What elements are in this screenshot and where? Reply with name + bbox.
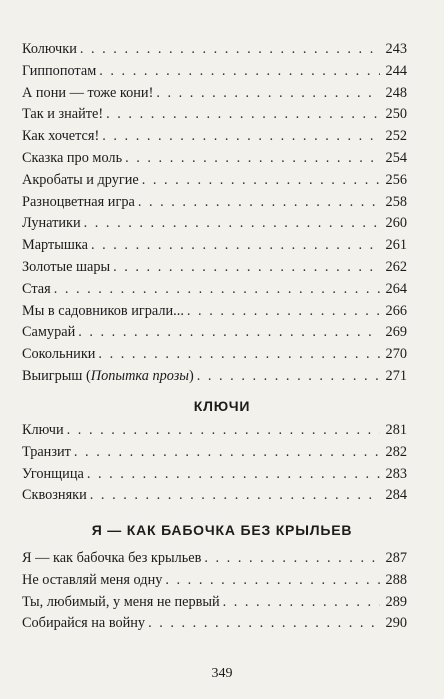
- toc-entry-page: 244: [385, 62, 407, 79]
- toc-entry-page: 250: [385, 106, 407, 123]
- toc-entry-title: Транзит: [22, 443, 71, 460]
- toc-entry-page: 288: [385, 571, 407, 588]
- toc-entry-title: Собирайся на войну: [22, 615, 146, 632]
- leader-dots: [90, 485, 380, 507]
- toc-entry-page: 289: [385, 593, 407, 610]
- toc-entry-title: Ты, любимый, у меня не первый: [22, 593, 220, 610]
- toc-entry-title: Мартышка: [22, 237, 88, 254]
- page-number: 349: [211, 666, 233, 681]
- toc-entry: [22, 235, 407, 257]
- toc-entry: [22, 301, 407, 323]
- toc-entry: [22, 257, 407, 279]
- toc-entry-page: 248: [385, 84, 407, 101]
- toc-entry-title: [22, 366, 194, 388]
- toc-entry-title: Сквозняки: [22, 487, 87, 504]
- toc-entry-title: Ключи: [22, 422, 64, 438]
- toc-entry-title: Как хочется!: [22, 128, 100, 145]
- toc-entry-subtitle: Попытка прозы: [90, 367, 189, 384]
- toc-entry-page: 284: [385, 487, 407, 504]
- toc-entry-title: Разноцветная игра: [22, 193, 135, 210]
- toc-entry-title: Мы в садовников играли...: [22, 302, 184, 319]
- toc-entry: [22, 485, 407, 507]
- toc-entry-page: 256: [385, 171, 407, 188]
- toc-entry: [22, 279, 407, 301]
- leader-dots: [84, 213, 380, 235]
- toc-entry: [22, 420, 407, 442]
- toc-entry-title: Лунатики: [22, 215, 81, 232]
- leader-dots: [223, 592, 380, 614]
- toc-entry: [22, 213, 407, 235]
- toc-entry: [22, 442, 407, 464]
- toc-entry: [22, 39, 407, 61]
- section-heading-keys: КЛЮЧИ: [193, 398, 251, 414]
- toc-entry-title: Так и знайте!: [22, 106, 104, 123]
- leader-dots: [78, 322, 380, 344]
- toc-entry-page: 282: [385, 443, 407, 460]
- leader-dots: [87, 464, 380, 486]
- toc-entry-page: 287: [385, 550, 407, 566]
- toc-entry: [22, 104, 407, 126]
- toc-entry: [22, 366, 407, 388]
- toc-list-keys: [22, 420, 407, 507]
- section-heading-butterfly: Я — КАК БАБОЧКА БЕЗ КРЫЛЬЕВ: [91, 522, 353, 538]
- toc-entry: [22, 344, 407, 366]
- toc-entry: [22, 570, 407, 592]
- toc-entry-page: 261: [385, 237, 407, 254]
- toc-entry-page: 262: [385, 258, 407, 275]
- toc-entry-title: Колючки: [22, 41, 77, 57]
- toc-entry-title: Стая: [22, 280, 51, 297]
- leader-dots: [197, 366, 380, 388]
- toc-entry-page: 283: [385, 465, 407, 482]
- leader-dots: [204, 548, 380, 570]
- leader-dots: [138, 192, 380, 214]
- leader-dots: [67, 420, 380, 442]
- toc-entry: [22, 322, 407, 344]
- leader-dots: [74, 442, 380, 464]
- toc-list-butterfly: [22, 548, 407, 635]
- toc-entry: [22, 170, 407, 192]
- toc-entry-page: 243: [385, 41, 407, 57]
- toc-entry: [22, 148, 407, 170]
- toc-entry: [22, 613, 407, 635]
- toc-entry: [22, 61, 407, 83]
- toc-entry-page: 270: [385, 346, 407, 363]
- leader-dots: [125, 148, 380, 170]
- leader-dots: [106, 104, 380, 126]
- toc-entry-page: 281: [385, 422, 407, 438]
- toc-entry-title: Самурай: [22, 324, 76, 341]
- toc-entry-page: 252: [385, 128, 407, 145]
- leader-dots: [80, 39, 380, 61]
- leader-dots: [165, 570, 380, 592]
- toc-entry: [22, 126, 407, 148]
- toc-entry-page: 266: [385, 302, 407, 319]
- toc-entry-page: 260: [385, 215, 407, 232]
- toc-entry-page: 269: [385, 324, 407, 341]
- toc-entry-title-text: Выигрыш (: [22, 367, 91, 384]
- leader-dots: [156, 83, 380, 105]
- toc-entry-page: 264: [385, 280, 407, 297]
- leader-dots: [148, 613, 380, 635]
- toc-entry-title: Золотые шары: [22, 258, 111, 275]
- leader-dots: [54, 279, 380, 301]
- leader-dots: [99, 61, 380, 83]
- toc-entry-title: Гиппопотам: [22, 62, 97, 79]
- leader-dots: [98, 344, 380, 366]
- leader-dots: [102, 126, 380, 148]
- toc-entry-page: 254: [385, 149, 407, 166]
- leader-dots: [91, 235, 380, 257]
- leader-dots: [113, 257, 380, 279]
- leader-dots: [187, 301, 380, 323]
- toc-entry: [22, 192, 407, 214]
- toc-entry-title-end: ): [188, 367, 194, 384]
- toc-entry-page: 290: [385, 615, 407, 632]
- toc-entry-title: Я — как бабочка без крыльев: [22, 550, 202, 566]
- leader-dots: [142, 170, 380, 192]
- toc-entry: [22, 464, 407, 486]
- toc-entry-title: Сокольники: [22, 346, 96, 363]
- toc-entry-title: Акробаты и другие: [22, 171, 139, 188]
- toc-entry-page: 271: [385, 367, 407, 384]
- toc-entry-title: А пони — тоже кони!: [22, 84, 154, 101]
- toc-entry: [22, 83, 407, 105]
- toc-entry-title: Сказка про моль: [22, 149, 123, 166]
- toc-list-main: [22, 39, 407, 388]
- toc-entry: [22, 592, 407, 614]
- toc-entry-title: Угонщица: [22, 465, 84, 482]
- toc-entry-page: 258: [385, 193, 407, 210]
- toc-entry: [22, 548, 407, 570]
- toc-entry-title: Не оставляй меня одну: [22, 571, 163, 588]
